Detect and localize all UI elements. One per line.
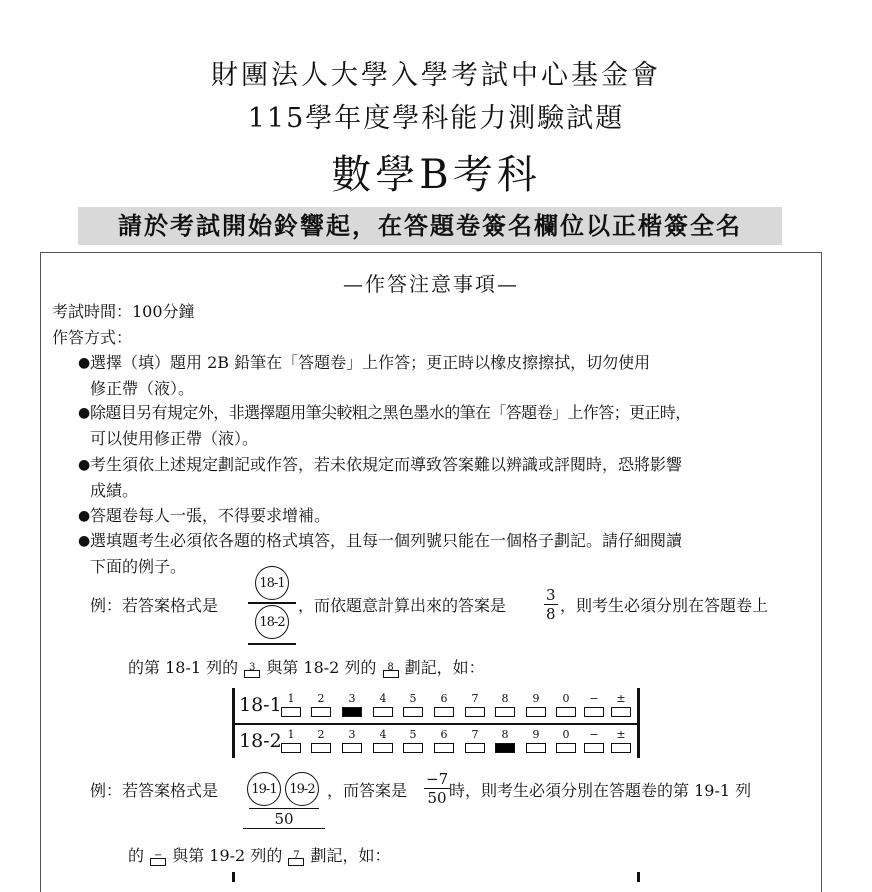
grid-row-18-2: 18-2 1 2 3 4 5 6 7 8 9 0 − ± bbox=[235, 724, 639, 758]
bubble[interactable] bbox=[373, 707, 393, 717]
signature-banner: 請於考試開始鈴響起，在答題卷簽名欄位以正楷簽全名 bbox=[78, 207, 782, 245]
bubble[interactable] bbox=[403, 707, 423, 717]
bubble[interactable] bbox=[434, 707, 454, 717]
subject-title: 數學B考科 bbox=[331, 152, 541, 198]
bullet-3: ● 考生須依上述規定劃記或作答，若未依規定而導致答案難以辨識或評閱時，恐將影響 成績。 bbox=[90, 452, 682, 504]
circle-19-2: 19-2 bbox=[285, 772, 319, 806]
bubble[interactable] bbox=[465, 707, 485, 717]
organization-title: 財團法人大學入學考試中心基金會 bbox=[211, 60, 661, 91]
bullet-1: ● 選擇（填）題用 2B 鉛筆在「答題卷」上作答；更正時以橡皮擦擦拭，切勿使用 修正帶（液）。 bbox=[90, 350, 650, 402]
notice-title: —作答注意事項— bbox=[343, 272, 519, 296]
method-label: 作答方式： bbox=[52, 328, 133, 347]
exam-title: 115學年度學科能力測驗試題 bbox=[247, 103, 625, 134]
exam-time: 考試時間：100分鐘 bbox=[52, 302, 195, 321]
answer-fraction: $\frac{3}{8}$ bbox=[546, 586, 556, 623]
example2-middle: ，而答案是 bbox=[327, 781, 408, 800]
example1-prefix: 例：若答案格式是 bbox=[90, 596, 219, 615]
fraction-bar bbox=[248, 602, 296, 604]
bullet-2: ● 除題目另有規定外，非選擇題用筆尖較粗之黑色墨水的筆在「答題卷」上作答；更正時， 可以使用修正帶（液）。 bbox=[90, 400, 691, 452]
mark-box-icon: 3 bbox=[243, 660, 261, 680]
circle-18-2: 18-2 bbox=[255, 605, 289, 639]
bullet-dot-icon: ● bbox=[78, 355, 91, 371]
bubble[interactable] bbox=[311, 743, 331, 753]
example2-format bbox=[245, 772, 325, 830]
example1-suffix: ，則考生必須分別在答題卷上 bbox=[560, 596, 769, 615]
bullet-dot-icon: ● bbox=[78, 405, 91, 421]
bubble[interactable] bbox=[311, 707, 331, 717]
circle-19-1: 19-1 bbox=[247, 772, 281, 806]
underline bbox=[248, 643, 296, 645]
mark-box-icon: − bbox=[149, 848, 167, 868]
circle-18-1: 18-1 bbox=[255, 566, 289, 600]
bubble[interactable] bbox=[403, 743, 423, 753]
bubble-filled[interactable] bbox=[342, 707, 362, 717]
bullet-dot-icon: ● bbox=[78, 533, 91, 549]
bubble[interactable] bbox=[584, 707, 604, 717]
bullet-dot-icon: ● bbox=[78, 508, 91, 524]
denominator-50: 50 bbox=[274, 810, 294, 828]
example1-format bbox=[248, 566, 296, 648]
bubble[interactable] bbox=[584, 743, 604, 753]
example2-prefix: 例：若答案格式是 bbox=[90, 781, 219, 800]
mark-box-icon: 7 bbox=[287, 848, 305, 868]
answer-fraction-2: $\frac{-7}{50}$ bbox=[426, 770, 449, 807]
bubble[interactable] bbox=[342, 743, 362, 753]
grid-19-right-edge bbox=[637, 872, 640, 882]
example2-line2: 的 − 與第 19-2 列的 7 劃記，如： bbox=[128, 844, 391, 868]
example1-line2: 的第 18-1 列的 3 與第 18-2 列的 8 劃記，如： bbox=[128, 656, 485, 680]
bubble[interactable] bbox=[556, 707, 576, 717]
bubble[interactable] bbox=[495, 707, 515, 717]
bubble[interactable] bbox=[611, 743, 631, 753]
grid-19-left-edge bbox=[232, 872, 235, 882]
bubble[interactable] bbox=[526, 707, 546, 717]
bubble[interactable] bbox=[281, 707, 301, 717]
bubble[interactable] bbox=[526, 743, 546, 753]
bullet-4: ● 答題卷每人一張，不得要求增補。 bbox=[90, 503, 330, 529]
example1-middle: ，而依題意計算出來的答案是 bbox=[298, 596, 507, 615]
example2-suffix: 時，則考生必須分別在答題卷的第 19-1 列 bbox=[449, 781, 752, 800]
grid-row-18-1: 18-1 1 2 3 4 5 6 7 8 9 0 − ± bbox=[235, 688, 639, 722]
bubble[interactable] bbox=[556, 743, 576, 753]
answer-grid-18 bbox=[232, 688, 642, 758]
bubble[interactable] bbox=[281, 743, 301, 753]
mark-box-icon: 8 bbox=[382, 660, 400, 680]
bubble[interactable] bbox=[434, 743, 454, 753]
bubble[interactable] bbox=[465, 743, 485, 753]
bubble[interactable] bbox=[373, 743, 393, 753]
bubble-filled[interactable] bbox=[495, 743, 515, 753]
bullet-dot-icon: ● bbox=[78, 457, 91, 473]
bubble[interactable] bbox=[611, 707, 631, 717]
bullet-5: ● 選填題考生必須依各題的格式填答，且每一個列號只能在一個格子劃記。請仔細閱讀 下面的例子。 bbox=[90, 528, 682, 580]
